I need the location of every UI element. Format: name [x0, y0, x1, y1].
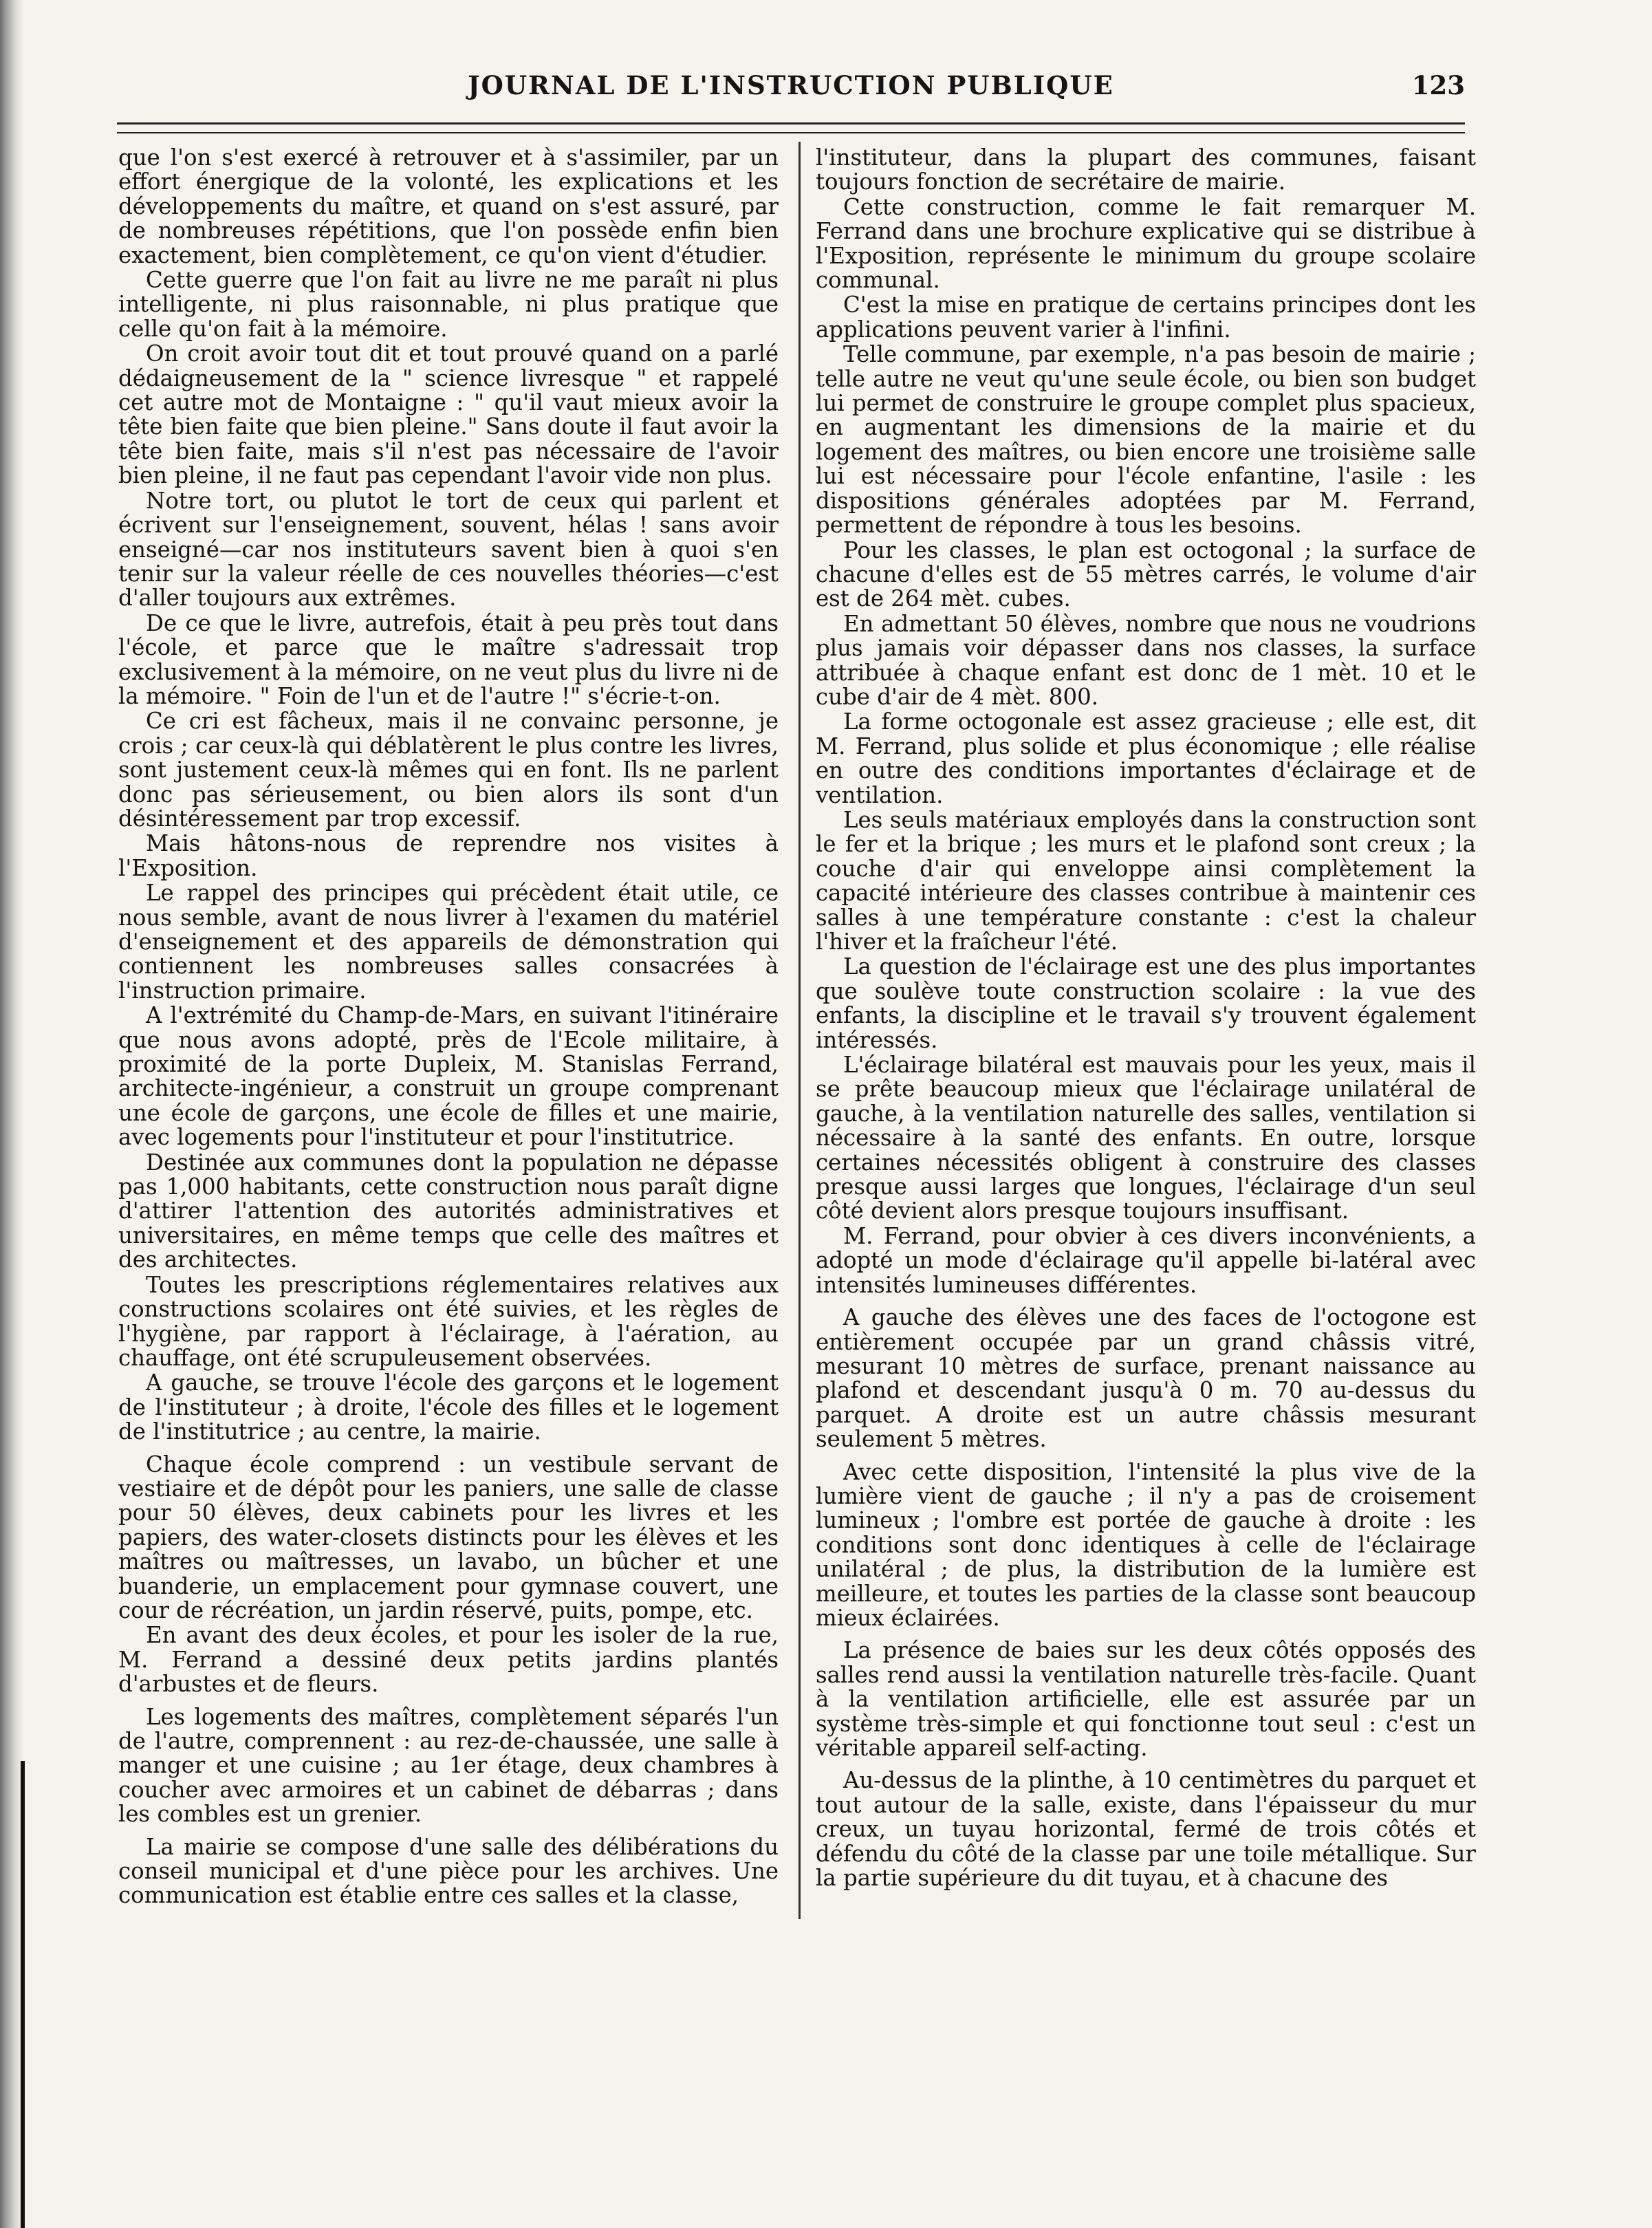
paragraph: l'instituteur, dans la plupart des communes, faisant toujours fonction de secrétaire de mairie.: [816, 146, 1476, 195]
paragraph: Avec cette disposition, l'intensité la plus vive de la lumière vient de gauche ; il n'y a pas de croisement lumineux ; l'ombre est portée de gauche à droite : les conditions sont donc identiques à celle de l'éclairage unilatéral ; de plus, la distribution de la lumière est meilleure, et toutes les parties de la classe sont beaucoup mieux éclairées.: [816, 1458, 1476, 1631]
paragraph: A gauche, se trouve l'école des garçons et le logement de l'instituteur ; à droite, l'école des filles et le logement de l'institutrice ; au centre, la mairie.: [118, 1370, 779, 1445]
paragraph: Le rappel des principes qui précèdent était utile, ce nous semble, avant de nous livrer à l'examen du matériel d'enseignement et des appareils de démonstration qui contiennent les nombreuses salles consacrées à l'instruction primaire.: [118, 880, 779, 1004]
paragraph: Cette construction, comme le fait remarquer M. Ferrand dans une brochure explicative qui se distribue à l'Exposition, représente le minimum du groupe scolaire communal.: [816, 193, 1476, 294]
paragraph: Les seuls matériaux employés dans la construction sont le fer et la brique ; les murs et le plafond sont creux ; la couche d'air qui enveloppe ainsi complètement la capacité intérieure des classes contribue à maintenir ces salles à une température constante : c'est la chaleur l'hiver et la fraîcheur l'été.: [816, 806, 1476, 955]
paragraph: C'est la mise en pratique de certains principes dont les applications peuvent varier à l'infini.: [816, 292, 1476, 343]
paragraph: Chaque école comprend : un vestibule servant de vestiaire et de dépôt pour les paniers, une salle de classe pour 50 élèves, deux cabinets pour les livres et les papiers, des water-closets distincts pour les élèves et les maîtres ou maîtresses, un lavabo, un bûcher et une buanderie, un emplacement pour gymnase couvert, une cour de récréation, un jardin réservé, puits, pompe, etc.: [118, 1451, 779, 1623]
paragraph: que l'on s'est exercé à retrouver et à s'assimiler, par un effort énergique de la volonté, les explications et les développements du maître, et quand on s'est assuré, par de nombreuses répétitions, que l'on possède enfin bien exactement, bien complètement, ce qu'on vient d'étudier.: [118, 146, 779, 268]
paragraph: A gauche des élèves une des faces de l'octogone est entièrement occupée par un grand châssis vitré, mesurant 10 mètres de surface, prenant naissance au plafond et descendant jusqu'à 0 m. 70 au-dessus du parquet. A droite est un autre châssis mesurant seulement 5 mètres.: [816, 1304, 1476, 1453]
right-column: [816, 146, 1476, 1921]
header-rule-top: [117, 122, 1465, 125]
paragraph: De ce que le livre, autrefois, était à peu près tout dans l'école, et parce que le maître s'adressait trop exclusivement à la mémoire, on ne veut plus du livre ni de la mémoire. " Foin de l'un et de l'autre !" s'écrie-t-on.: [118, 609, 779, 709]
paragraph: On croit avoir tout dit et tout prouvé quand on a parlé dédaigneusement de la " science livresque " et rappelé cet autre mot de Montaigne : " qu'il vaut mieux avoir la tête bien faite que bien pleine." Sans doute il faut avoir la tête bien faite, mais s'il n'est pas nécessaire de l'avoir bien pleine, il ne faut pas cependant l'avoir vide non plus.: [118, 340, 779, 489]
paragraph: Au-dessus de la plinthe, à 10 centimètres du parquet et tout autour de la salle, existe, dans l'épaisseur du mur creux, un tuyau horizontal, fermé de trois côtés et défendu du côté de la classe par une toile métallique. Sur la partie supérieure du dit tuyau, et à chacune des: [816, 1767, 1476, 1892]
paragraph: Cette guerre que l'on fait au livre ne me paraît ni plus intelligente, ni plus raisonnable, ni plus pratique que celle qu'on fait à la mémoire.: [118, 267, 779, 342]
paragraph: La présence de baies sur les deux côtés opposés des salles rend aussi la ventilation naturelle très-facile. Quant à la ventilation artificielle, elle est assurée par un système très-simple et qui fonctionne tout seul : c'est un véritable appareil self-acting.: [816, 1637, 1476, 1761]
header-rule-bottom: [117, 132, 1465, 133]
paragraph: En avant des deux écoles, et pour les isoler de la rue, M. Ferrand a dessiné deux petits jardins plantés d'arbustes et de fleurs.: [118, 1622, 779, 1698]
scan-binding-edge: [0, 0, 23, 2228]
paragraph: Mais hâtons-nous de reprendre nos visites à l'Exposition.: [118, 830, 779, 881]
paragraph: Telle commune, par exemple, n'a pas besoin de mairie ; telle autre ne veut qu'une seule école, ou bien son budget lui permet de construire le groupe complet plus spacieux, en augmentant les dimensions de la mairie et du logement des maîtres, ou bien encore une troisième salle lui est nécessaire pour l'école enfantine, l'asile : les dispositions générales adoptées par M. Ferrand, permettent de répondre à tous les besoins.: [816, 341, 1476, 539]
paragraph: La mairie se compose d'une salle des délibérations du conseil municipal et d'une pièce pour les archives. Une communication est établie entre ces salles et la classe,: [118, 1833, 779, 1909]
paragraph: Toutes les prescriptions réglementaires relatives aux constructions scolaires ont été suivies, et les règles de l'hygiène, par rapport à l'éclairage, à l'aération, au chauffage, ont été scrupuleusement observées.: [118, 1271, 779, 1371]
journal-title: JOURNAL DE L'INSTRUCTION PUBLIQUE: [468, 70, 1114, 100]
paragraph: En admettant 50 élèves, nombre que nous ne voudrions plus jamais voir dépasser dans nos classes, la surface attribuée à chaque enfant est donc de 1 mèt. 10 et le cube d'air de 4 mèt. 800.: [816, 610, 1476, 710]
page-number: 123: [1411, 70, 1465, 100]
column-separator: [798, 142, 801, 1919]
paragraph: M. Ferrand, pour obvier à ces divers inconvénients, a adopté un mode d'éclairage qu'il appelle bi-latéral avec intensités lumineuses différentes.: [816, 1222, 1476, 1298]
paragraph: L'éclairage bilatéral est mauvais pour les yeux, mais il se prête beaucoup mieux que l'éclairage unilatéral de gauche, à la ventilation naturelle des salles, ventilation si nécessaire à la santé des enfants. En outre, lorsque certaines nécessités obligent à construire des classes presque aussi larges que longues, l'éclairage d'un seul côté devient alors presque toujours insuffisant.: [816, 1052, 1476, 1224]
paragraph: La question de l'éclairage est une des plus importantes que soulève toute construction scolaire : la vue des enfants, la discipline et le travail s'y trouvent également intéressés.: [816, 953, 1476, 1053]
paragraph: Ce cri est fâcheux, mais il ne convainc personne, je crois ; car ceux-là qui déblatèrent le plus contre les livres, sont justement ceux-là mêmes qui en font. Ils ne parlent donc pas sérieusement, ou bien alors ils sont d'un désintéressement par trop excessif.: [118, 708, 779, 832]
paragraph: La forme octogonale est assez gracieuse ; elle est, dit M. Ferrand, plus solide et plus économique ; elle réalise en outre des conditions importantes d'éclairage et de ventilation.: [816, 709, 1476, 808]
page-header: [117, 66, 1465, 107]
paragraph: A l'extrémité du Champ-de-Mars, en suivant l'itinéraire que nous avons adopté, près de l'Ecole militaire, à proximité de la porte Dupleix, M. Stanislas Ferrand, architecte-ingénieur, a construit un groupe comprenant une école de garçons, une école de filles et une mairie, avec logements pour l'instituteur et pour l'institutrice.: [118, 1002, 779, 1151]
paragraph: Les logements des maîtres, complètement séparés l'un de l'autre, comprennent : au rez-de-chaussée, une salle à manger et une cuisine ; au 1er étage, deux chambres à coucher avec armoires et un cabinet de débarras ; dans les combles est un grenier.: [118, 1703, 779, 1828]
paragraph: Pour les classes, le plan est octogonal ; la surface de chacune d'elles est de 55 mètres carrés, le volume d'air est de 264 mèt. cubes.: [816, 537, 1476, 612]
left-column: [118, 146, 779, 1921]
paragraph: Destinée aux communes dont la population ne dépasse pas 1,000 habitants, cette construction nous paraît digne d'attirer l'attention des autorités administratives et universitaires, en même temps que celle des maîtres et des architectes.: [118, 1149, 779, 1273]
paragraph: Notre tort, ou plutot le tort de ceux qui parlent et écrivent sur l'enseignement, souvent, hélas ! sans avoir enseigné—car nos instituteurs savent bien à quoi s'en tenir sur la valeur réelle de ces nouvelles théories—c'est d'aller toujours aux extrêmes.: [118, 487, 779, 612]
